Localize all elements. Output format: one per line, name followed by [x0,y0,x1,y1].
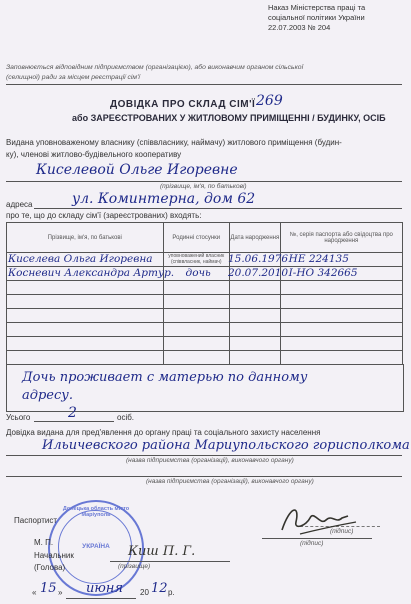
purpose-caption: (назва підприємства (організації), виконавчого органу) [126,457,294,464]
table-row [7,337,403,351]
stamp-place-label: М. П. [34,538,54,547]
row1-doc-cell [280,253,402,267]
purpose-rule [6,455,402,456]
date-suffix: р. [168,588,175,597]
total-unit: осіб. [117,413,135,422]
row2-dob-cell [227,267,289,281]
header-name: Прізвище, ім'я, по батькові [7,223,164,253]
passport-officer-label: Паспортист [14,516,58,525]
header-note-line1: Заповнюється відповідним підприємством (організацією), або виконавчим органом сільської [6,64,304,71]
note-line2: адресу. [22,388,73,403]
owner-name: Киселевой Ольге Игоревне [36,162,238,178]
row2-relation: дочь [185,267,211,279]
row2-relation-cell [163,267,229,281]
row2-doc-cell [280,267,402,281]
total-label: Усього [6,413,31,422]
second-caption: (назва підприємства (організації), виконавчого органу) [146,478,314,485]
row1-dob-cell [227,253,289,267]
row2-name: Косневич Александра Артур. [8,267,175,279]
head-name: Киш П. Г. [128,544,196,559]
row1-name-cell [7,253,164,267]
row1-owner-note: уповноважений власник (співвласник, наймач) [163,253,229,267]
date-day: 15 [40,581,57,596]
issued-line1: Видана уповноваженому власнику (співвласнику, наймачу) житлового приміщення (будин- [6,138,342,147]
head-label-alt: (Голова) [34,563,66,572]
date-close-quote: » [58,588,63,597]
row1-dob: 15.06.1976 [227,253,289,265]
certificate-number: 269 [256,93,283,109]
address-rule [34,208,402,209]
intro-text: про те, що до складу сім'ї (зареєстрованих) входять: [6,211,202,220]
address-label: адреса [6,200,33,209]
note-line1: Дочь проживает с матерью по данному [22,370,308,385]
table-row [7,295,403,309]
document-title: ДОВІДКА ПРО СКЛАД СІМ'Ї [110,99,256,110]
second-rule [6,476,402,477]
header-note-rule [6,84,402,85]
table-row [7,267,403,281]
approval-line3: 22.07.2003 № 204 [268,23,331,32]
head-sign-caption: (підпис) [300,540,324,547]
table-row [7,253,403,267]
table-row [7,351,403,365]
date-year: 12 [151,581,168,596]
total-rule [34,421,114,422]
header-dob: Дата народження [229,223,280,253]
head-sign-rule [262,538,372,539]
head-name-rule [110,561,230,562]
address-value: ул. Коминтерна, дом 62 [72,191,256,207]
table-row [7,309,403,323]
head-name-caption: (прізвище) [118,563,151,570]
passport-sign-caption: (підпис) [330,528,354,535]
header-document: №, серія паспорта або свідоцтва про народження [280,223,402,253]
row2-name-cell [7,267,175,281]
owner-caption: (прізвище, ім'я, по батькові) [160,183,247,190]
purpose-text: Довідка видана для пред'явлення до органу праці та соціального захисту населення [6,428,321,437]
seal-ring-text: Донецька область місто Маріуполь [62,506,130,518]
header-relation: Родинні стосунки [163,223,229,253]
date-month-rule [66,598,136,599]
table-header-row [7,223,403,253]
row1-doc: НЕ 224135 [288,253,349,265]
seal-center-text: УКРАЇНА [82,543,110,550]
approval-line1: Наказ Міністерства праці та [268,3,366,12]
row1-name: Киселева Ольга Игоревна [8,253,153,265]
head-label: Начальник [34,551,74,560]
issued-line2: ку), членові житлово-будівельного кооперативу [6,150,182,159]
document-subtitle: або ЗАРЕЄСТРОВАНИХ У ЖИТЛОВОМУ ПРИМІЩЕННІ / БУДИНКУ, ОСІБ [72,113,386,123]
total-value: 2 [68,405,77,421]
date-open-quote: « [32,588,37,597]
row2-dob: 20.07.2010 [227,267,289,279]
owner-rule [6,181,402,182]
purpose-value: Ильичевского района Мариупольского горисполкома [42,438,410,453]
head-signature [276,496,366,538]
family-table [6,222,403,365]
table-row [7,323,403,337]
date-month: июня [86,581,123,596]
approval-line2: соціальної політики України [268,13,365,22]
date-year-prefix: 20 [140,588,149,597]
table-row [7,281,403,295]
row2-doc: I-НО 342665 [288,267,358,279]
header-note-line2: (селищної) ради за місцем реєстрації сім'ї [6,74,140,81]
